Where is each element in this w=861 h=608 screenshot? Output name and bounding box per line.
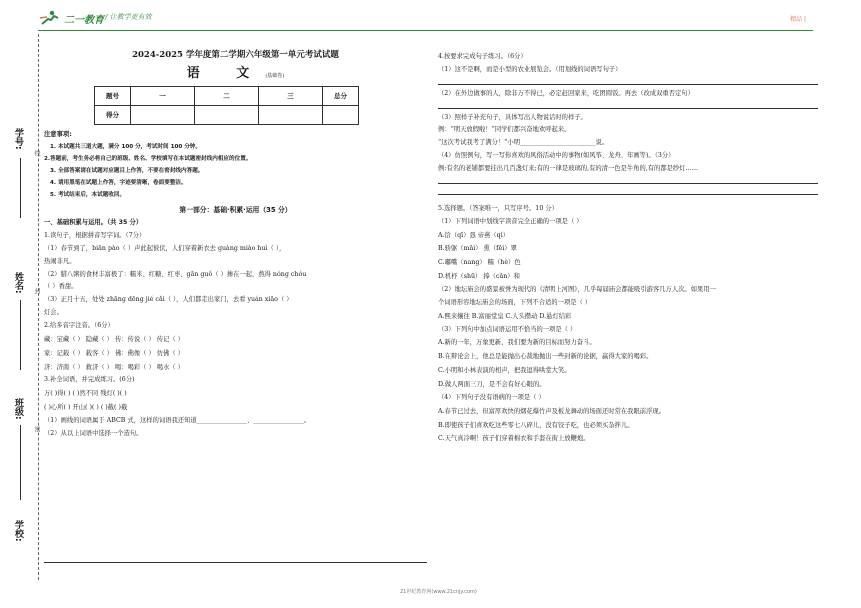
seal-mark-seal: 封	[33, 288, 40, 294]
question-line: 例:有名的老铺都要挂出几百盏灯来;有的一律是玻璃的,有的清一色是牛角的,有的都是纱灯……	[438, 165, 699, 173]
header-divider	[38, 30, 813, 31]
question-line: 2.给多音字注音。（6分）	[44, 322, 114, 330]
question-line: （1）画线的词语属于 ABCB 式，这样的词语我还知道________________、________________。	[44, 417, 311, 425]
score-header: 一	[131, 86, 195, 105]
score-header: 二	[195, 86, 259, 105]
question-line: （3）照样子补充句子，具体写出人物说话时的样子。	[438, 113, 587, 121]
side-fill-line	[20, 425, 21, 500]
score-header: 三	[259, 86, 323, 105]
choice-option: C.嘟嘴（nang） 糯（hè）色	[438, 259, 521, 267]
question-line: （3）下列句中加点词语运用不恰当的一项是（ ）	[438, 325, 577, 333]
part-title: 第一部分：基础·积累·运用（35 分）	[179, 205, 292, 214]
side-label-student-id: 学号:	[13, 128, 23, 150]
choice-option: A.熙来攘往 B.富丽堂皇 C.人头攒动 D.悬灯结彩	[438, 312, 572, 320]
choice-option: A.饸（qī）恳 帝燕（qì）	[438, 231, 510, 239]
footer-source: 21世纪教育网(www.21cnjy.com)	[400, 589, 477, 595]
answer-line	[438, 183, 818, 184]
question-line: 5.选择题。（答案唯一，只写序号。10 分）	[438, 204, 558, 212]
question-line: （1）这不是啊，而是小型的农业展览会。（用划线的词语写句子）	[438, 65, 622, 73]
side-label-name: 姓名:	[13, 272, 23, 294]
choice-option: B.骄躯（mǎi） 熏（fēi）翠	[438, 245, 517, 253]
choice-option: D.机杼（shū） 捧（cǎn）和	[438, 273, 520, 281]
left-column	[44, 48, 427, 438]
question-line: 家：记载（ ） 载客（ ） 佛：佛像（ ） 仿佛（ ）	[44, 349, 184, 357]
choice-option: D.做人两面三刀，是不会有好心眼的。	[438, 381, 546, 389]
answer-line	[438, 108, 818, 109]
runner-logo-icon	[38, 10, 60, 26]
score-table	[94, 86, 359, 125]
question-line: “这次考试我考了满分！”小明________________________说。	[438, 139, 609, 147]
paper-title: 2024-2025 学年度第二学期六年级第一单元考试试题	[132, 50, 339, 60]
score-cell[interactable]	[259, 105, 323, 124]
score-row-label: 得分	[95, 105, 131, 124]
side-fill-line	[20, 300, 21, 370]
notice-item: 3. 全部答案请在试题对应题目上作答，不要在密封线内答题。	[50, 167, 204, 174]
question-line: （1）春节到了，biān pào（ ）声此起彼伏，人们穿着新衣去 guàng miào huì（ ），	[44, 244, 286, 252]
question-line: （2）从以上词语中选择一个造句。	[44, 429, 143, 437]
notice-item: 2.答题前，考生务必将自己的班级、姓名、学校填写在本试题密封线内相应的位置。	[44, 155, 252, 162]
score-header: 题号	[95, 86, 131, 105]
seal-line	[38, 34, 39, 580]
score-header: 总分	[323, 86, 359, 105]
side-fill-line	[20, 158, 21, 218]
choice-option: C.小明和小林表演的相声，把我逗得哄堂大笑。	[438, 367, 571, 375]
question-line: （1）下列词语中划线字读音完全正确的一项是（ ）	[438, 217, 583, 225]
section-heading: 一、基础积累与运用。（共 35 分）	[44, 219, 143, 227]
question-line: （ ）香甜。	[44, 283, 78, 291]
premium-tag: 精品 |	[790, 16, 806, 23]
choice-option: A.新的一年，万象更新，我们要为新的目标而努力奋斗。	[438, 339, 596, 347]
question-line: （2）地坛庙会的盛景被誉为现代的《清明上河图》，几乎每届庙会都能吸引游客几万人次。如果用一	[438, 286, 716, 294]
score-cell[interactable]	[131, 105, 195, 124]
question-line: （4）下列句子没有语病的一项是（ ）	[438, 393, 545, 401]
seal-mark-secret: 密	[33, 426, 40, 432]
paper-subject: 语 文(基础卷)	[186, 65, 285, 81]
question-line: 万( )得( ) ( )然不同 残灯( )( )	[44, 390, 127, 398]
question-line: 藏：宝藏（ ） 隐藏（ ） 传：传说（ ） 传记（ ）	[44, 335, 184, 343]
side-label-school: 学校:	[13, 520, 23, 542]
question-line: （4）仿照例句，写一写你喜欢的风俗活动中的事物(如风筝、龙舟、年画等)。（3分）	[438, 152, 675, 160]
question-line: 热闹非凡。	[44, 257, 76, 265]
score-cell[interactable]	[195, 105, 259, 124]
question-line: 3.补全词语，并完成练习。(6分)	[44, 376, 135, 384]
question-line: 例：“明天放假啦！”同学们都兴奋地欢呼起来。	[438, 126, 571, 134]
brand-logo	[38, 10, 104, 26]
side-label-class: 班级:	[13, 398, 23, 420]
answer-line	[44, 562, 427, 563]
choice-option: C.天气真冷啊！孩子们穿着棉衣和手套在街上放鞭炮。	[438, 435, 590, 443]
notice-item: 1. 本试题共三道大题，满分 100 分，考试时间 100 分钟。	[50, 143, 201, 150]
question-line: （2）腊八粥的食材丰富极了：糯米、红糖、红枣、gān guǒ（ ）掺在一起，熬得 nóng chóu	[44, 270, 307, 278]
choice-option: B.即使孩子们喜欢吃这些零七八碎儿，没有饺子吃，也必须买杂拌儿。	[438, 421, 634, 429]
question-line: 济：济南（ ） 救济（ ） 喝：喝彩（ ） 喝水（ ）	[44, 363, 184, 371]
brand-slogan: / 让教学更有效	[105, 13, 152, 21]
question-line: ( )心所( ) 开山( )( ) ( )截( )截	[44, 404, 128, 412]
notice-title: 注意事项:	[44, 130, 72, 138]
notice-item: 5. 考试结束后，本试题收回。	[50, 191, 126, 198]
question-line: （3）正月十五，处处 zhāng dēng jié cǎi（ ），人们都走出家门，去看 yuán xiāo（ ）	[44, 296, 293, 304]
question-line: （2）在外边做事的人，除非万不得已，必定赶回家来，吃团圆饭。再去（改成双重否定句）	[438, 89, 694, 97]
choice-option: A.春节已过去，但富厚欢快的烟花爆竹声及板龙舞动的场面还时常在我眼前浮现。	[438, 407, 665, 415]
answer-line	[438, 84, 818, 85]
page-header	[0, 0, 861, 36]
question-line: 4.按要求完成句子练习。（6分）	[438, 53, 527, 60]
answer-line	[438, 194, 818, 195]
notice-item: 4. 请用黑笔在试题上作答，字迹要清晰，卷面要整洁。	[50, 179, 187, 186]
question-line: 个词语形容地坛庙会的场面，下列不合适的一项是（ ）	[438, 298, 592, 306]
seal-mark-line: 线	[33, 150, 40, 156]
choice-option: B.在辩论会上，他总是能抛出心裁地抛出一些封新的论据，赢得大家的喝彩。	[438, 353, 653, 361]
brand-name: 二一教育	[64, 14, 104, 26]
subject-note: (基础卷)	[265, 72, 285, 79]
question-line: 1.读句子，根据拼音写字词。（7分）	[44, 232, 146, 239]
right-column	[438, 48, 818, 443]
score-cell[interactable]	[323, 105, 359, 124]
question-line: 灯会。	[44, 309, 63, 317]
